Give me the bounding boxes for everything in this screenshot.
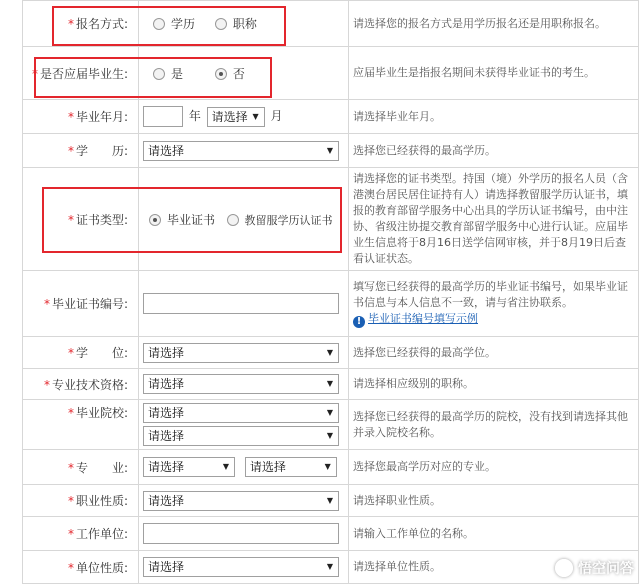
wukong-logo-icon — [555, 559, 573, 577]
required-mark: * — [67, 560, 74, 575]
fresh-grad-radios — [139, 47, 349, 100]
degree-select[interactable]: 请选择 ▼ — [143, 343, 339, 363]
required-mark: * — [67, 527, 74, 541]
required-mark: * — [67, 406, 74, 420]
dropdown-arrow-icon: ▼ — [326, 431, 333, 440]
dropdown-arrow-icon: ▼ — [252, 111, 259, 121]
required-mark: * — [67, 494, 74, 508]
school-label: 毕业院校: — [75, 406, 128, 420]
row-grad-year — [23, 100, 639, 134]
dropdown-arrow-icon: ▼ — [326, 347, 333, 357]
dropdown-arrow-icon: ▼ — [326, 408, 333, 417]
employer-nature-label: 单位性质: — [75, 560, 128, 575]
dropdown-arrow-icon: ▼ — [326, 495, 333, 505]
radio-option-yes[interactable]: 是 — [153, 65, 183, 82]
watermark: 悟空问答 — [555, 558, 634, 578]
major-cell — [139, 450, 349, 485]
school-name-select[interactable]: 请选择 ▼ — [143, 426, 339, 446]
school-cell — [139, 400, 349, 450]
employer-nature-select[interactable]: 请选择 ▼ — [143, 557, 339, 577]
required-mark: * — [67, 110, 74, 124]
row-major — [23, 450, 639, 485]
radio-option-no[interactable]: 否 — [215, 65, 245, 82]
dropdown-arrow-icon: ▼ — [222, 462, 229, 471]
info-icon: ! — [353, 316, 365, 328]
label-cell — [23, 517, 139, 551]
education-label: 学 历: — [75, 144, 128, 158]
school-province-select[interactable]: 请选择 ▼ — [143, 403, 339, 423]
cert-no-example-link[interactable]: 毕业证书编号填写示例 — [368, 312, 478, 325]
cert-no-tip: 填写您已经获得的最高学历的毕业证书编号，如果毕业证书信息与本人信息不一致，请与省注协联系。 — [353, 280, 628, 309]
cert-no-input[interactable] — [143, 293, 339, 314]
cert-type-tip: 请选择您的证书类型。持国（境）外学历的报名人员（含港澳台居民居住证持有人）请选择教留服学历认证书，填报的教育部留学服务中心出具的学历认证书编号，由中注协、省级注协提交教育部留学服务中心进行认证。应届毕业生信息将于8月16日送学信网审核，并于8月19日后查看认证状态。 — [349, 168, 639, 271]
radio-checked-icon[interactable] — [149, 214, 161, 226]
prof-title-tip: 请选择相应级别的职称。 — [349, 369, 639, 400]
degree-cell — [139, 337, 349, 369]
cert-type-label: 证书类型: — [75, 212, 128, 227]
label-cell — [23, 100, 139, 134]
label-cell — [23, 400, 139, 450]
label-cell — [23, 337, 139, 369]
row-prof-title — [23, 369, 639, 400]
job-nature-select[interactable]: 请选择 ▼ — [143, 491, 339, 511]
label-cell — [23, 450, 139, 485]
label-cell — [23, 485, 139, 517]
label-cell — [23, 168, 139, 271]
prof-title-cell — [139, 369, 349, 400]
fresh-grad-tip: 应届毕业生是指报名期间未获得毕业证书的考生。 — [349, 47, 639, 100]
row-job-nature — [23, 485, 639, 517]
label-cell — [23, 1, 139, 47]
grad-year-inputs — [139, 100, 349, 134]
employer-tip: 请输入工作单位的名称。 — [349, 517, 639, 551]
row-education — [23, 134, 639, 168]
apply-method-radios — [139, 1, 349, 47]
year-input[interactable] — [143, 106, 183, 127]
employer-input[interactable] — [143, 523, 339, 544]
cert-type-radios — [139, 168, 349, 271]
label-cell — [23, 134, 139, 168]
major-name-select[interactable]: 请选择 ▼ — [245, 457, 337, 477]
employer-nature-tip: 请选择单位性质。 — [349, 551, 639, 584]
radio-icon[interactable] — [153, 68, 165, 80]
row-employer — [23, 517, 639, 551]
degree-tip: 选择您已经获得的最高学位。 — [349, 337, 639, 369]
row-cert-type — [23, 168, 639, 271]
label-cell — [23, 271, 139, 337]
grad-year-label: 毕业年月: — [75, 110, 128, 124]
dropdown-arrow-icon: ▼ — [326, 379, 333, 388]
cert-no-label: 毕业证书编号: — [51, 297, 128, 311]
radio-option-cscse[interactable]: 教留服学历认证书 — [227, 212, 333, 228]
row-employer-nature — [23, 551, 639, 584]
prof-title-label: 专业技术资格: — [51, 377, 128, 392]
label-cell — [23, 47, 139, 100]
dropdown-arrow-icon: ▼ — [326, 145, 333, 155]
row-degree — [23, 337, 639, 369]
radio-option-zhicheng[interactable]: 职称 — [215, 15, 257, 32]
job-nature-label: 职业性质: — [75, 494, 128, 508]
required-mark: * — [67, 460, 74, 475]
label-cell — [23, 369, 139, 400]
fresh-grad-label: 是否应届毕业生: — [39, 66, 128, 81]
cert-no-tip-cell — [349, 271, 639, 337]
education-select[interactable]: 请选择 ▼ — [143, 141, 339, 161]
job-nature-cell — [139, 485, 349, 517]
employer-nature-cell — [139, 551, 349, 584]
label-cell — [23, 551, 139, 584]
radio-icon[interactable] — [215, 18, 227, 30]
major-label: 专 业: — [75, 460, 128, 475]
row-fresh-grad — [23, 47, 639, 100]
radio-icon[interactable] — [227, 214, 239, 226]
dropdown-arrow-icon: ▼ — [326, 562, 333, 571]
row-school — [23, 400, 639, 450]
radio-option-diploma[interactable]: 毕业证书 — [149, 211, 215, 228]
prof-title-select[interactable]: 请选择 ▼ — [143, 374, 339, 394]
month-select[interactable]: 请选择 ▼ — [207, 107, 265, 127]
apply-method-label: 报名方式: — [75, 17, 128, 31]
radio-option-xueli[interactable]: 学历 — [153, 15, 195, 32]
registration-form — [22, 0, 639, 584]
job-nature-tip: 请选择职业性质。 — [349, 485, 639, 517]
row-cert-no — [23, 271, 639, 337]
education-cell — [139, 134, 349, 168]
month-unit: 月 — [270, 109, 283, 123]
required-mark: * — [67, 17, 74, 31]
grad-year-tip: 请选择毕业年月。 — [349, 100, 639, 134]
school-tip: 选择您已经获得的最高学历的院校，没有找到请选择其他并录入院校名称。 — [349, 400, 639, 450]
required-mark: * — [43, 377, 50, 392]
radio-checked-icon[interactable] — [215, 68, 227, 80]
employer-cell — [139, 517, 349, 551]
year-unit: 年 — [188, 109, 201, 123]
cert-no-cell — [139, 271, 349, 337]
required-mark: * — [67, 212, 74, 227]
employer-label: 工作单位: — [75, 527, 128, 541]
required-mark: * — [31, 66, 38, 81]
row-apply-method — [23, 1, 639, 47]
required-mark: * — [67, 346, 74, 360]
required-mark: * — [67, 144, 74, 158]
degree-label: 学 位: — [75, 346, 128, 360]
major-category-select[interactable]: 请选择 ▼ — [143, 457, 235, 477]
major-tip: 选择您最高学历对应的专业。 — [349, 450, 639, 485]
apply-method-tip: 请选择您的报名方式是用学历报名还是用职称报名。 — [349, 1, 639, 47]
dropdown-arrow-icon: ▼ — [324, 462, 331, 471]
radio-icon[interactable] — [153, 18, 165, 30]
required-mark: * — [43, 297, 50, 311]
education-tip: 选择您已经获得的最高学历。 — [349, 134, 639, 168]
